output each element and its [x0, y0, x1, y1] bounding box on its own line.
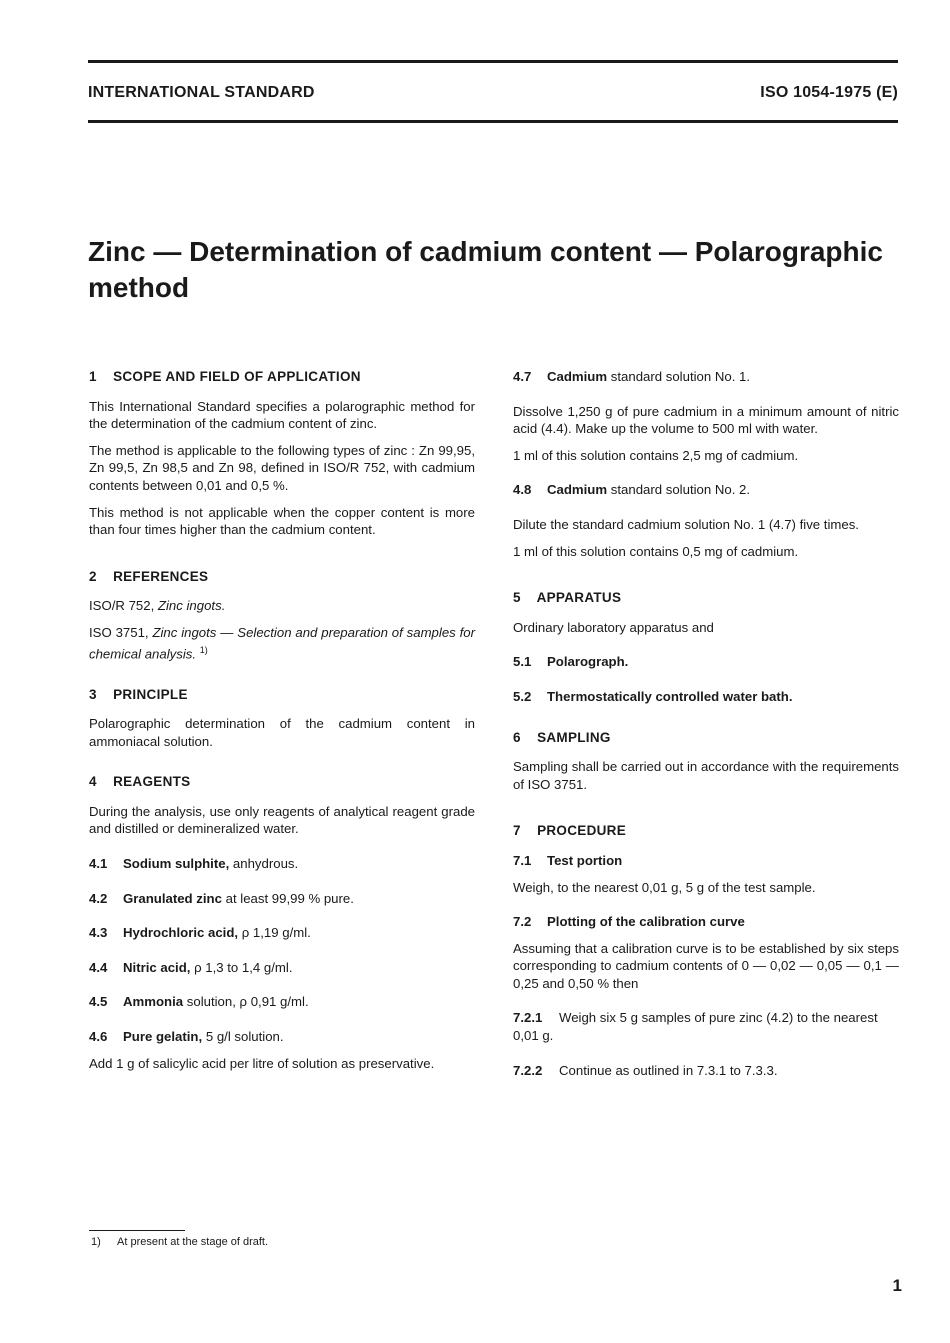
reagent-item-4-8: 4.8 Cadmium standard solution No. 2. [513, 482, 751, 498]
footnote-rule [89, 1230, 185, 1231]
reagent-item: 4.3 Hydrochloric acid, ρ 1,19 g/ml. [89, 925, 311, 941]
page-number: 1 [892, 1276, 902, 1295]
section-heading-4: 4 REAGENTS [89, 774, 191, 790]
apparatus-item-5-1: 5.1 Polarograph. [513, 654, 629, 670]
header-rule [88, 120, 898, 123]
section-1-paragraph-3: This method is not applicable when the copper content is more than four times higher than the cadmium content. [89, 504, 475, 538]
left-column [89, 368, 475, 1081]
procedure-item-7-2-2: 7.2.2 Continue as outlined in 7.3.1 to 7.3.3. [513, 1062, 778, 1078]
top-rule [88, 60, 898, 63]
header-standard-number: ISO 1054-1975 (E) [760, 84, 898, 101]
section-heading-3: 3 PRINCIPLE [89, 686, 188, 702]
reference-2: ISO 3751, Zinc ingots — Selection and preparation of samples for chemical analysis. $^{1)}$ [89, 624, 475, 661]
section-6-paragraph-1: Sampling shall be carried out in accordance with the requirements of ISO 3751. [513, 759, 899, 792]
right-column [513, 368, 899, 1088]
reagent-item: 4.6 Pure gelatin, 5 g/l solution. [89, 1029, 284, 1045]
section-heading-7: 7 PROCEDURE [513, 823, 627, 839]
reagent-item: 4.2 Granulated zinc at least 99,99 % pure. [89, 890, 354, 906]
reference-1: ISO/R 752, Zinc ingots. [89, 598, 226, 614]
reagent-item: 4.5 Ammonia solution, ρ 0,91 g/ml. [89, 994, 309, 1010]
procedure-7-1-paragraph: Weigh, to the nearest 0,01 g, 5 g of the test sample. [513, 879, 816, 895]
reagent-4-8-paragraph-2: 1 ml of this solution contains 0,5 mg of cadmium. [513, 543, 799, 559]
reagent-4-8-paragraph-1: Dilute the standard cadmium solution No. 1 (4.7) five times. [513, 516, 859, 532]
reagent-item-4-7: 4.7 Cadmium standard solution No. 1. [513, 369, 751, 384]
reagent-4-6-note: Add 1 g of salicylic acid per litre of solution as preservative. [89, 1055, 435, 1071]
section-heading-2: 2 REFERENCES [89, 568, 209, 584]
procedure-item-7-2-1: 7.2.1 Weigh six 5 g samples of pure zinc (4.2) to the nearest 0,01 g. [513, 1010, 878, 1044]
section-heading-6: 6 SAMPLING [513, 729, 611, 745]
section-5-paragraph-1: Ordinary laboratory apparatus and [513, 619, 714, 635]
section-heading-1: 1 SCOPE AND FIELD OF APPLICATION [89, 369, 361, 384]
section-1-paragraph-2: The method is applicable to the following types of zinc : Zn 99,95, Zn 99,5, Zn 98,5 and Zn 98, defined in ISO/R 752, with cadmium contents between 0,01 and 0,5 %. [89, 442, 475, 493]
procedure-item-7-1: 7.1 Test portion [513, 852, 623, 868]
reagent-item: 4.4 Nitric acid, ρ 1,3 to 1,4 g/ml. [89, 959, 293, 975]
section-4-paragraph-1: During the analysis, use only reagents of analytical reagent grade and distilled or demineralized water. [89, 803, 475, 837]
document-title: Zinc — Determination of cadmium content — Polarographic method [88, 236, 883, 303]
reagent-4-7-paragraph-2: 1 ml of this solution contains 2,5 mg of cadmium. [513, 447, 799, 463]
procedure-7-2-paragraph: Assuming that a calibration curve is to be established by six steps corresponding to cadmium contents of 0 — 0,02 — 0,05 — 0,1 — 0,25 and 0,50 % then [513, 940, 899, 991]
footnote: 1) At present at the stage of draft. [91, 1236, 269, 1248]
section-heading-5: 5 APPARATUS [513, 590, 622, 606]
section-1-paragraph-1: This International Standard specifies a polarographic method for the determination of the cadmium content of zinc. [89, 398, 475, 432]
reagent-item: 4.1 Sodium sulphite, anhydrous. [89, 856, 299, 872]
footnote-ref: 1) [199, 644, 208, 655]
reagent-4-7-paragraph-1: Dissolve 1,250 g of pure cadmium in a minimum amount of nitric acid (4.4). Make up the volume to 500 ml with water. [513, 403, 899, 437]
apparatus-item-5-2: 5.2 Thermostatically controlled water bath. [513, 688, 793, 704]
section-3-paragraph-1: Polarographic determination of the cadmium content in ammoniacal solution. [89, 716, 475, 749]
header-standard-type: INTERNATIONAL STANDARD [88, 84, 315, 101]
procedure-item-7-2: 7.2 Plotting of the calibration curve [513, 914, 745, 930]
